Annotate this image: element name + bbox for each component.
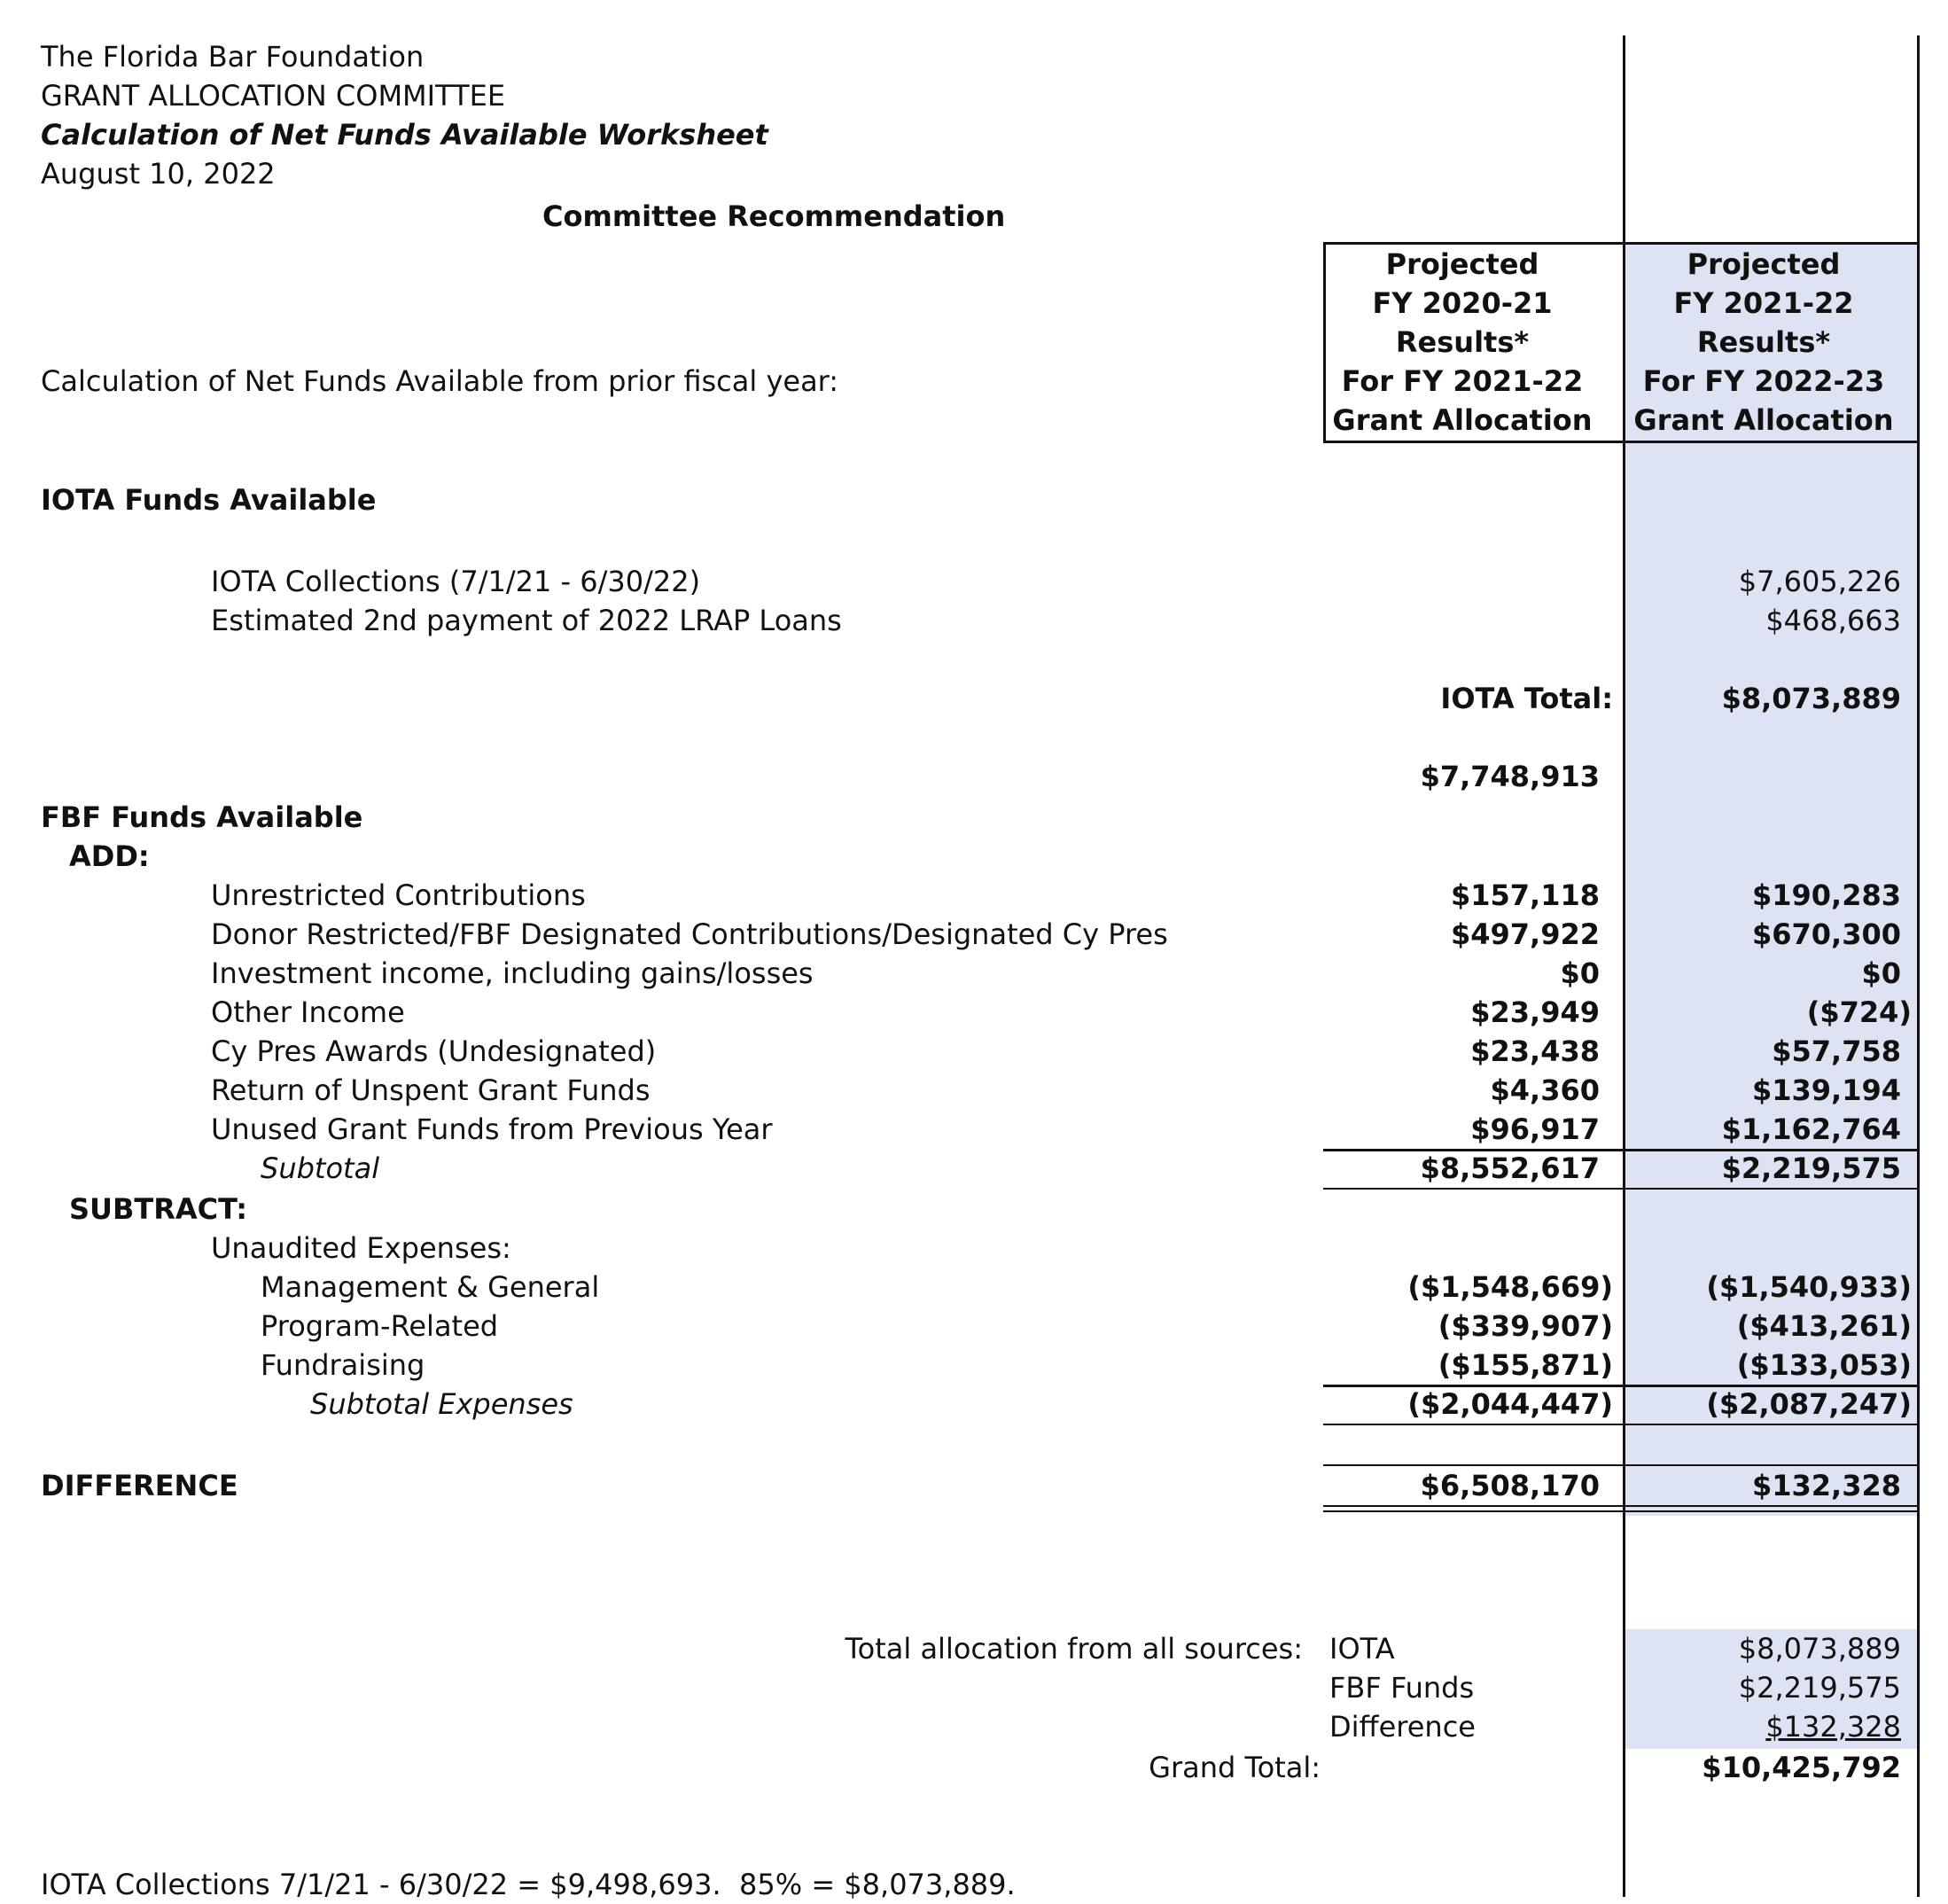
- expense-row-col1: ($1,548,669): [1407, 1270, 1613, 1304]
- add-row-label: Donor Restricted/FBF Designated Contributions/Designated Cy Pres: [211, 917, 1168, 951]
- add-row-col1: $96,917: [1470, 1112, 1600, 1146]
- col1-header-line: Grant Allocation: [1332, 403, 1593, 437]
- right-edge-line: [1917, 35, 1920, 1897]
- col1-header-line: FY 2020-21: [1372, 286, 1553, 320]
- subtotal-exp-col2: ($2,087,247): [1706, 1387, 1912, 1421]
- col1-header-line: Projected: [1385, 247, 1539, 281]
- allocation-item-value: $2,219,575: [1738, 1671, 1901, 1705]
- add-row-col1: $23,949: [1470, 995, 1600, 1029]
- add-row-label: Unused Grant Funds from Previous Year: [211, 1112, 773, 1146]
- add-row-label: Investment income, including gains/losses: [211, 956, 814, 990]
- allocation-item-value: [1626, 1707, 1901, 1746]
- fbf-heading: FBF Funds Available: [41, 800, 363, 834]
- subtotal-col1: $8,552,617: [1420, 1151, 1600, 1185]
- grand-total-value: $10,425,792: [1702, 1751, 1901, 1784]
- expense-row-label: Fundraising: [261, 1348, 425, 1382]
- col2-header-line: For FY 2022-23: [1642, 364, 1885, 398]
- unaudited-label: Unaudited Expenses:: [211, 1231, 511, 1265]
- subtract-label: SUBTRACT:: [69, 1192, 248, 1226]
- org-name: The Florida Bar Foundation: [41, 40, 425, 74]
- add-row-label: Return of Unspent Grant Funds: [211, 1073, 651, 1107]
- committee-name: GRANT ALLOCATION COMMITTEE: [41, 79, 506, 113]
- col2-header: [1626, 245, 1901, 440]
- col1-header: [1325, 245, 1600, 440]
- expense-row-label: Program-Related: [261, 1309, 499, 1343]
- subtotal-exp-label: Subtotal Expenses: [310, 1387, 573, 1421]
- col2-header-line: FY 2021-22: [1673, 286, 1854, 320]
- allocation-item-name: IOTA: [1329, 1632, 1395, 1666]
- col1-header-line: Results*: [1395, 325, 1530, 359]
- expense-row-col2: ($133,053): [1736, 1348, 1912, 1382]
- add-row-col1: $157,118: [1450, 878, 1600, 912]
- expense-row-col2: ($1,540,933): [1706, 1270, 1912, 1304]
- subtotal-bottom-line: [1323, 1188, 1920, 1190]
- add-row-col2: $670,300: [1751, 917, 1901, 951]
- col-divider-line: [1623, 35, 1625, 1897]
- iota-row-label: IOTA Collections (7/1/21 - 6/30/22): [211, 565, 701, 598]
- add-row-col2: $139,194: [1751, 1073, 1901, 1107]
- report-date: August 10, 2022: [41, 157, 276, 191]
- col2-header-line: Projected: [1687, 247, 1841, 281]
- add-row-col2: $57,758: [1772, 1034, 1901, 1068]
- iota-row-label: Estimated 2nd payment of 2022 LRAP Loans: [211, 604, 842, 637]
- allocation-item-value: $8,073,889: [1738, 1632, 1901, 1666]
- subtotal-col2: $2,219,575: [1721, 1151, 1901, 1185]
- subtotal-exp-bottom-line: [1323, 1424, 1920, 1425]
- col2-header-line: Grant Allocation: [1633, 403, 1894, 437]
- allocation-item-name: Difference: [1329, 1710, 1476, 1744]
- subtotal-exp-col1: ($2,044,447): [1407, 1387, 1613, 1421]
- add-label: ADD:: [69, 839, 150, 873]
- worksheet-title: Calculation of Net Funds Available Worksheet: [41, 118, 768, 152]
- col2-header-line: Results*: [1696, 325, 1831, 359]
- iota-prior-total: $7,748,913: [1420, 760, 1600, 793]
- iota-row-value: $468,663: [1765, 604, 1901, 637]
- add-row-label: Unrestricted Contributions: [211, 878, 586, 912]
- iota-total-value: $8,073,889: [1721, 682, 1901, 715]
- add-row-col2: $190,283: [1751, 878, 1901, 912]
- committee-recommendation: Committee Recommendation: [542, 199, 1006, 233]
- add-row-col1: $0: [1560, 956, 1600, 990]
- expense-row-col1: ($339,907): [1438, 1309, 1613, 1343]
- allocation-label: Total allocation from all sources:: [845, 1632, 1303, 1666]
- iota-heading: IOTA Funds Available: [41, 483, 377, 517]
- allocation-item-name: FBF Funds: [1329, 1671, 1475, 1705]
- difference-col2: $132,328: [1751, 1469, 1901, 1502]
- add-row-col2: $1,162,764: [1721, 1112, 1901, 1146]
- iota-row-value: $7,605,226: [1738, 565, 1901, 598]
- col1-header-line: For FY 2021-22: [1341, 364, 1584, 398]
- add-row-col1: $23,438: [1470, 1034, 1600, 1068]
- difference-double-line-2: [1323, 1510, 1920, 1512]
- footnote: IOTA Collections 7/1/21 - 6/30/22 = $9,498,693. 85% = $8,073,889.: [41, 1868, 1016, 1901]
- difference-double-line-1: [1323, 1505, 1920, 1507]
- add-row-col2: $0: [1861, 956, 1901, 990]
- header-box-bottom: [1323, 441, 1920, 443]
- iota-total-label: IOTA Total:: [1440, 682, 1613, 715]
- add-row-col2: ($724): [1806, 995, 1912, 1029]
- grand-total-label: Grand Total:: [1149, 1751, 1321, 1784]
- subtotal-label: Subtotal: [261, 1151, 380, 1185]
- expense-row-col1: ($155,871): [1438, 1348, 1613, 1382]
- add-row-col1: $497,922: [1450, 917, 1600, 951]
- expense-row-col2: ($413,261): [1736, 1309, 1912, 1343]
- add-row-col1: $4,360: [1490, 1073, 1600, 1107]
- allocation-difference-value: $132,328: [1765, 1710, 1901, 1744]
- calc-label: Calculation of Net Funds Available from prior fiscal year:: [41, 364, 839, 398]
- difference-label: DIFFERENCE: [41, 1469, 238, 1502]
- add-row-label: Other Income: [211, 995, 405, 1029]
- add-row-label: Cy Pres Awards (Undesignated): [211, 1034, 657, 1068]
- difference-col1: $6,508,170: [1420, 1469, 1600, 1502]
- expense-row-label: Management & General: [261, 1270, 600, 1304]
